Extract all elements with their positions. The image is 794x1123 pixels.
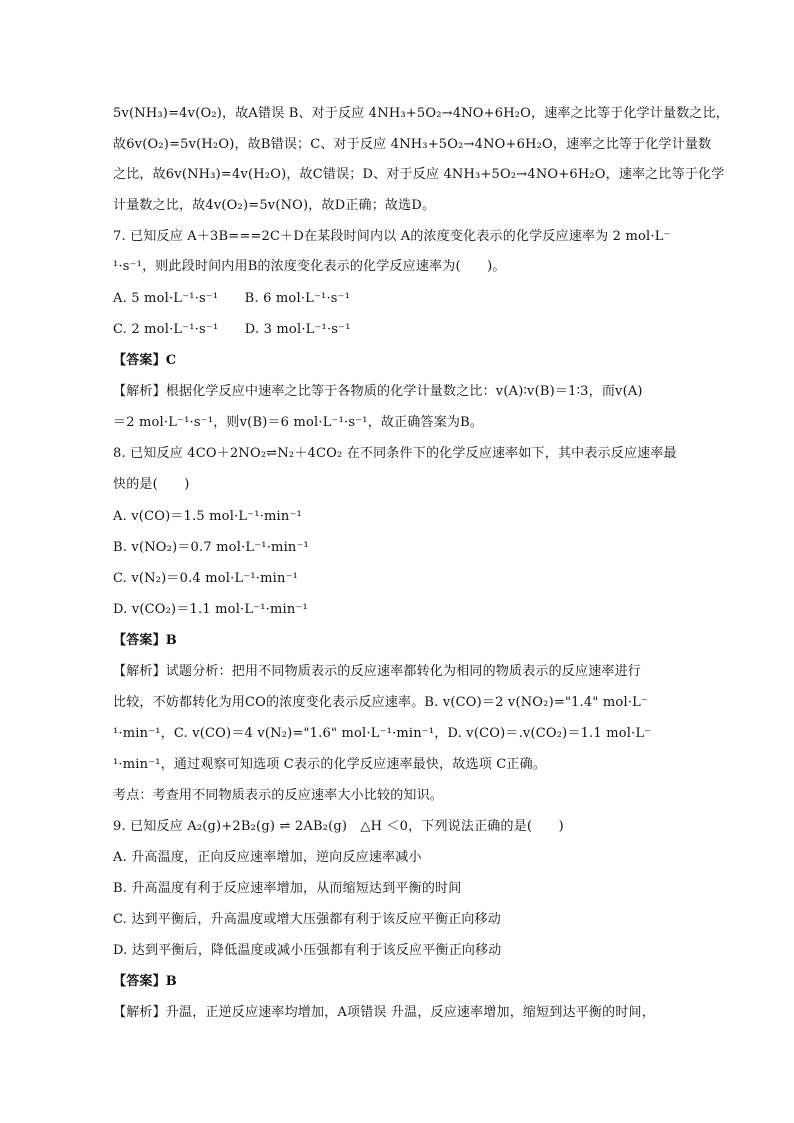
- question-8-option-b: B. v(NO₂)＝0.7 mol·L⁻¹·min⁻¹: [113, 540, 309, 555]
- question-8-analysis: 【解析】试题分析：把用不同物质表示的反应速率都转化为相同的物质表示的反应速率进行: [113, 664, 642, 679]
- question-8-stem: 8. 已知反应 4CO＋2NO₂⇌N₂＋4CO₂ 在不同条件下的化学反应速率如下，其中表示反应速率最: [113, 446, 677, 461]
- question-7-options-cd: C. 2 mol·L⁻¹·s⁻¹ D. 3 mol·L⁻¹·s⁻¹: [113, 322, 351, 337]
- question-8-analysis-cont: 比较，不妨都转化为用CO的浓度变化表示反应速率。B. v(CO)＝2 v(NO₂)="1.4" mol·L⁻: [113, 695, 649, 710]
- question-7-options-ab: A. 5 mol·L⁻¹·s⁻¹ B. 6 mol·L⁻¹·s⁻¹: [113, 291, 351, 306]
- question-9-option-c: C. 达到平衡后，升高温度或增大压强都有利于该反应平衡正向移动: [113, 912, 501, 927]
- text-line: 5v(NH₃)=4v(O₂)，故A错误 B、对于反应 4NH₃+5O₂→4NO+6H₂O，速率之比等于化学计量数之比，: [113, 106, 730, 121]
- text-line: 之比，故6v(NH₃)=4v(H₂O)，故C错误；D、对于反应 4NH₃+5O₂→4NO+6H₂O，速率之比等于化学: [113, 167, 725, 182]
- question-7-stem-cont: ¹·s⁻¹，则此段时间内用B的浓度变化表示的化学反应速率为( )。: [113, 259, 506, 274]
- question-8-option-c: C. v(N₂)＝0.4 mol·L⁻¹·min⁻¹: [113, 571, 299, 586]
- question-8-answer: 【答案】B: [113, 633, 177, 648]
- question-7-stem: 7. 已知反应 A＋3B===2C＋D在某段时间内以 A的浓度变化表示的化学反应速率为 2 mol·L⁻: [113, 229, 671, 244]
- question-9-analysis: 【解析】升温，正逆反应速率均增加，A项错误 升温，反应速率增加，缩短到达平衡的时间，: [113, 1005, 655, 1020]
- text-line: 故6v(O₂)=5v(H₂O)，故B错误；C、对于反应 4NH₃+5O₂→4NO+6H₂O，速率之比等于化学计量数: [113, 137, 712, 152]
- question-8-option-a: A. v(CO)＝1.5 mol·L⁻¹·min⁻¹: [113, 509, 302, 524]
- question-8-analysis-cont: ¹·min⁻¹，通过观察可知选项 C表示的化学反应速率最快，故选项 C正确。: [113, 757, 547, 772]
- question-8-option-d: D. v(CO₂)＝1.1 mol·L⁻¹·min⁻¹: [113, 602, 308, 617]
- question-7-analysis: 【解析】根据化学反应中速率之比等于各物质的化学计量数之比：v(A)∶v(B)＝1∶3，而v(A): [113, 384, 643, 399]
- question-9-option-b: B. 升高温度有利于反应速率增加，从而缩短达到平衡的时间: [113, 881, 462, 896]
- question-9-answer: 【答案】B: [113, 974, 177, 989]
- question-8-stem-cont: 快的是( ): [113, 477, 190, 492]
- text-line: 计量数之比，故4v(O₂)=5v(NO)，故D正确；故选D。: [113, 198, 436, 213]
- question-9-option-a: A. 升高温度，正向反应速率增加，逆向反应速率减小: [113, 850, 422, 865]
- question-7-answer: 【答案】C: [113, 353, 177, 368]
- question-7-analysis-cont: ＝2 mol·L⁻¹·s⁻¹，则v(B)＝6 mol·L⁻¹·s⁻¹，故正确答案为B。: [113, 415, 484, 430]
- question-9-option-d: D. 达到平衡后，降低温度或减小压强都有利于该反应平衡正向移动: [113, 943, 502, 958]
- question-8-analysis-cont: ¹·min⁻¹，C. v(CO)＝4 v(N₂)="1.6" mol·L⁻¹·min⁻¹，D. v(CO)＝.v(CO₂)＝1.1 mol·L⁻: [113, 726, 652, 741]
- question-8-knowledge-point: 考点：考查用不同物质表示的反应速率大小比较的知识。: [113, 788, 444, 803]
- question-9-stem: 9. 已知反应 A₂(g)+2B₂(g) ⇌ 2AB₂(g) △H ＜0，下列说法正确的是( ): [113, 819, 564, 834]
